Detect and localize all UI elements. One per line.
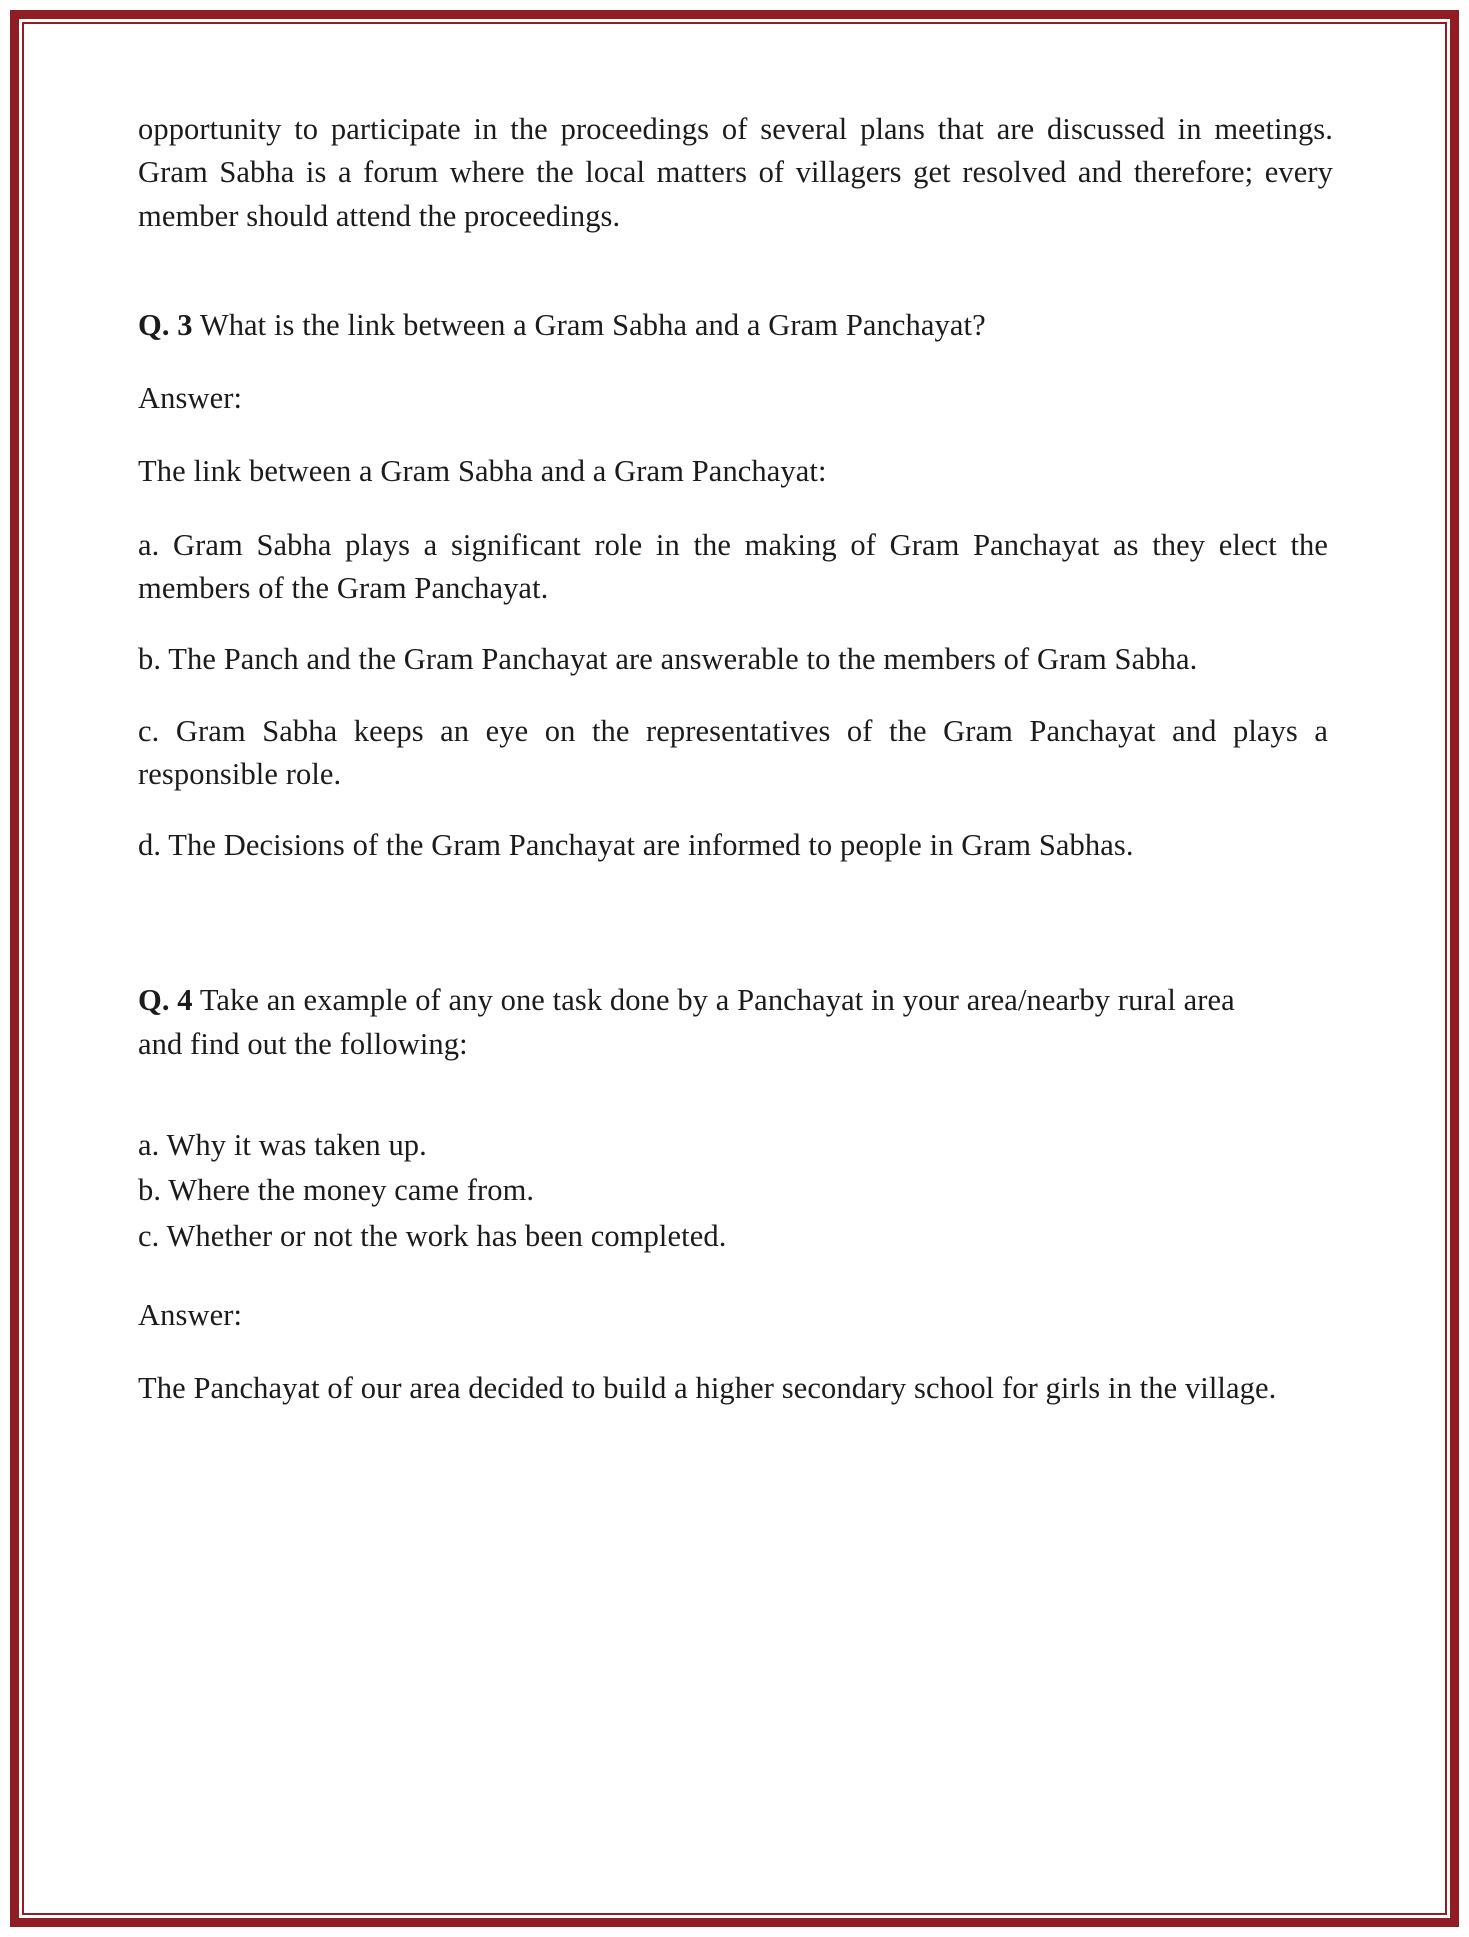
question-3-number: Q. 3 — [138, 307, 193, 342]
question-4-point-a: a. Why it was taken up. — [138, 1128, 427, 1162]
question-4-number: Q. 4 — [138, 982, 193, 1017]
answer-point-d: d. The Decisions of the Gram Panchayat are informed to people in Gram Sabhas. — [138, 828, 1134, 863]
question-4 — [138, 978, 1258, 1066]
answer-text-q4: The Panchayat of our area decided to build a higher secondary school for girls in the village. — [138, 1371, 1277, 1406]
intro-paragraph: opportunity to participate in the proceedings of several plans that are discussed in meetings. Gram Sabha is a forum where the local matters of villagers get resolved and therefore; every member should attend the proceedings. — [138, 112, 1333, 233]
question-3 — [138, 304, 1333, 347]
question-4-subpoints — [138, 1124, 1338, 1258]
answer-intro-q3: The link between a Gram Sabha and a Gram Panchayat: — [138, 454, 827, 489]
answer-label-q4: Answer: — [138, 1297, 243, 1332]
answer-point-a: a. Gram Sabha plays a significant role in the making of Gram Panchayat as they elect the members of the Gram Panchayat. — [138, 527, 1328, 606]
question-4-point-c: c. Whether or not the work has been completed. — [138, 1218, 727, 1253]
answer-point-b: b. The Panch and the Gram Panchayat are answerable to the members of Gram Sabha. — [138, 642, 1198, 677]
answer-point-c: c. Gram Sabha keeps an eye on the representatives of the Gram Panchayat and plays a responsible role. — [138, 713, 1328, 791]
question-3-text: What is the link between a Gram Sabha and a Gram Panchayat? — [199, 307, 986, 342]
answer-label-q3: Answer: — [138, 381, 243, 416]
question-4-text: Take an example of any one task done by a Panchayat in your area/nearby rural area and find out the following: — [138, 982, 1235, 1061]
document-content — [138, 108, 1338, 1410]
question-4-point-b: b. Where the money came from. — [138, 1173, 535, 1208]
